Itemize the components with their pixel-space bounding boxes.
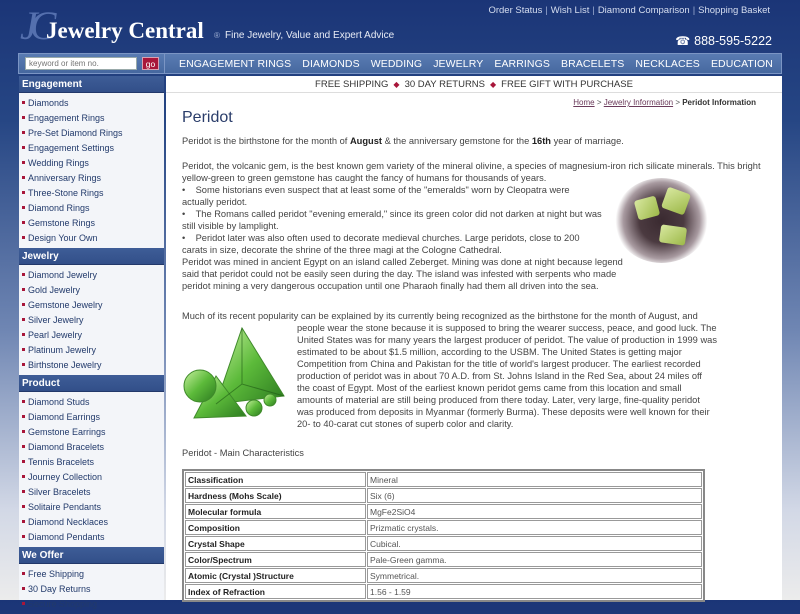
property-value: 1.56 - 1.59 [367,584,702,599]
rough-stone-shape [661,187,691,216]
property-label: Color/Spectrum [185,552,366,567]
property-value: Six (6) [367,488,702,503]
intro-text: & the anniversary gemstone for the [381,136,532,146]
sidebar-heading-product: Product [19,375,164,392]
property-value: Mineral [367,472,702,487]
sidebar-item-diamond-rings[interactable]: Diamond Rings [19,201,164,216]
main-nav-bar [18,53,782,74]
sidebar-list-jewelry [19,265,164,375]
sidebar-item-free-shipping[interactable]: Free Shipping [19,567,164,582]
sidebar-item-anniversary-rings[interactable]: Anniversary Rings [19,171,164,186]
tagline: Fine Jewelry, Value and Expert Advice [225,30,395,41]
sidebar-item-diamond-necklaces[interactable]: Diamond Necklaces [19,515,164,530]
sidebar-item-gemstone-rings[interactable]: Gemstone Rings [19,216,164,231]
sidebar-item-solitaire-pendants[interactable]: Solitaire Pendants [19,500,164,515]
property-label: Molecular formula [185,504,366,519]
sidebar-item-pre-set-diamond-rings[interactable]: Pre-Set Diamond Rings [19,126,164,141]
intro-text: year of marriage. [550,136,624,146]
sidebar-item-diamond-jewelry[interactable]: Diamond Jewelry [19,268,164,283]
sidebar-list-product [19,392,164,547]
sidebar-heading-we-offer: We Offer [19,547,164,564]
property-label: Hardness (Mohs Scale) [185,488,366,503]
sidebar-list-engagement [19,93,164,248]
sidebar-item-gemstone-earrings[interactable]: Gemstone Earrings [19,425,164,440]
intro-anniversary: 16th [531,136,551,146]
property-label: Atomic (Crystal )Structure [185,568,366,583]
sidebar-item-engagement-settings[interactable]: Engagement Settings [19,141,164,156]
nav-diamonds[interactable]: DIAMONDS [302,57,360,70]
sidebar-item-secure-shopping[interactable]: Secure Shopping [19,597,164,612]
nav-wedding[interactable]: WEDDING [370,57,423,70]
intro-month: August [349,136,382,146]
bullet-item: • Some historians even suspect that at least some of the "emeralds" worn by Cleopatra were actually peridot. [182,185,570,207]
table-row [185,472,702,487]
sidebar-item-30-day-returns[interactable]: 30 Day Returns [19,582,164,597]
sidebar-item-gemstone-jewelry[interactable]: Gemstone Jewelry [19,298,164,313]
bullet-item: • The Romans called peridot "evening emerald," since its green color did not darken at night but was still visible by lamplight. [182,209,602,231]
sidebar-list-we-offer [19,564,164,614]
property-value: Cubical. [367,536,702,551]
breadcrumb-home[interactable]: Home [573,98,595,107]
sidebar-item-three-stone-rings[interactable]: Three-Stone Rings [19,186,164,201]
phone-text: 888-595-5222 [694,34,772,48]
utility-links [488,5,770,16]
property-value: Prizmatic crystals. [367,520,702,535]
search-go-button[interactable]: go [142,57,159,70]
separator: | [592,5,595,16]
promo-free-gift: FREE GIFT WITH PURCHASE [501,79,633,90]
page-title: Peridot [182,109,233,126]
logo-name: Jewelry Central [46,18,204,43]
olivine-paragraph: Peridot, the volcanic gem, is the best known gem variety of the mineral olivine, a species of magnesium-iron rich silicate minerals. This bright yellow-green to green gemstone has caught the fancy of humans for thousands of years. [182,161,761,183]
intro-paragraph [182,135,762,147]
order-status-link[interactable]: Order Status [488,5,543,16]
table-row [185,520,702,535]
popularity-first-line: Much of its recent popularity can be explained by its currently being recognized as the birthstone for the month of August, and [182,311,698,321]
wish-list-link[interactable]: Wish List [550,5,590,16]
site-header [0,0,800,52]
property-label: Composition [185,520,366,535]
table-row [185,552,702,567]
breadcrumb [573,98,756,107]
nav-bracelets[interactable]: BRACELETS [561,57,625,70]
description-block [182,160,761,292]
breadcrumb-separator: > [673,98,683,107]
property-label: Classification [185,472,366,487]
nav-engagement-rings[interactable]: ENGAGEMENT RINGS [179,57,292,70]
nav-jewelry[interactable]: JEWELRY [433,57,484,70]
sidebar-item-diamond-earrings[interactable]: Diamond Earrings [19,410,164,425]
diamond-bullet-icon: ◆ [393,80,400,89]
property-label: Crystal Shape [185,536,366,551]
main-nav [165,58,781,70]
sidebar-item-silver-jewelry[interactable]: Silver Jewelry [19,313,164,328]
breadcrumb-current: Peridot Information [682,98,756,107]
breadcrumb-separator: > [594,98,604,107]
sidebar-item-gold-jewelry[interactable]: Gold Jewelry [19,283,164,298]
search-input[interactable] [25,57,137,70]
table-row [185,488,702,503]
sidebar-item-diamond-studs[interactable]: Diamond Studs [19,395,164,410]
property-value: Symmetrical. [367,568,702,583]
table-row [185,536,702,551]
phone-number [675,34,772,48]
registered-mark: ® [214,31,220,40]
sidebar-item-platinum-jewelry[interactable]: Platinum Jewelry [19,343,164,358]
separator: | [692,5,696,16]
sidebar-item-wedding-rings[interactable]: Wedding Rings [19,156,164,171]
sidebar [19,76,164,609]
property-value: MgFe2SiO4 [367,504,702,519]
cut-peridot-image [180,324,290,422]
bullet-text: Peridot later was also often used to decorate medieval churches. Large peridots, close to 200 carats in size, decorate the shrine of the three magi at the Cologne Cathedral. [182,233,580,255]
sidebar-heading-engagement: Engagement [19,76,164,93]
characteristics-table [182,469,705,602]
nav-necklaces[interactable]: NECKLACES [635,57,700,70]
bullet-item: • Peridot later was also often used to decorate medieval churches. Large peridots, close to 200 carats in size, decorate the shrine of the three magi at the Cologne Cathedral. [182,233,580,255]
rough-peridot-image [614,178,709,263]
breadcrumb-jewelry-information[interactable]: Jewelry Information [603,98,674,107]
nav-education[interactable]: EDUCATION [710,57,773,70]
property-label: Index of Refraction [185,584,366,599]
sidebar-heading-jewelry: Jewelry [19,248,164,265]
rough-stone-shape [634,195,660,220]
main-content [166,76,782,600]
table-row [185,568,702,583]
promo-30-day-returns: 30 DAY RETURNS [404,79,485,90]
bullet-text: Some historians even suspect that at least some of the "emeralds" worn by Cleopatra were actually peridot. [182,185,570,207]
separator: | [545,5,548,16]
characteristics-title: Peridot - Main Characteristics [182,448,304,458]
promo-banner [166,76,782,93]
sidebar-item-pearl-jewelry[interactable]: Pearl Jewelry [19,328,164,343]
sidebar-item-design-your-own[interactable]: Design Your Own [19,231,164,246]
popularity-paragraph: people wear the stone because it is supposed to bring the wearer success, peace, and good luck. The United States was for many years the largest producer of peridot. The value of production in 1999 was estimated to be about $1.5 million, according to the USBM. The United States is getting major Competition from China and Pakistan for the title of world's largest producer. The earliest recorded production of peridot was in about 70 A.D. from St. Johns Island in the Red Sea, about 24 miles off the coast of Egypt. Most of the earliest known peridot gems came from this location and small amounts of material are still being produced from there today. Later, very large, fine-quality peridot was produced from deposits in Myanmar (formerly Burma). These deposits were well known for their 20- to 40-carat cut stones of superb color and clarity. [297,323,717,429]
rough-stone-shape [659,224,687,245]
egypt-paragraph: Peridot was mined in ancient Egypt on an island called Zeberget. Mining was done at night because legend said that peridot could not be easily seen during the day. The island was infested with serpents who made peridot mining a very dangerous occupation until one Pharaoh finally had them all driven into the sea. [182,257,623,291]
shopping-basket-link[interactable]: Shopping Basket [698,5,770,16]
phone-icon: ☎ [675,34,691,48]
logo-monogram: JC [20,3,49,48]
sidebar-item-birthstone-jewelry[interactable]: Birthstone Jewelry [19,358,164,373]
search-box [19,53,165,74]
intro-text: Peridot is the birthstone for the month of [182,136,350,146]
sidebar-item-engagement-rings[interactable]: Engagement Rings [19,111,164,126]
bullet-text: The Romans called peridot "evening emerald," since its green color did not darken at night but was still visible by lamplight. [182,209,602,231]
sidebar-item-diamond-pendants[interactable]: Diamond Pendants [19,530,164,545]
sidebar-item-journey-collection[interactable]: Journey Collection [19,470,164,485]
sidebar-item-diamond-bracelets[interactable]: Diamond Bracelets [19,440,164,455]
promo-free-shipping: FREE SHIPPING [315,79,389,90]
nav-earrings[interactable]: EARRINGS [494,57,550,70]
sidebar-item-tennis-bracelets[interactable]: Tennis Bracelets [19,455,164,470]
table-row [185,584,702,599]
diamond-comparison-link[interactable]: Diamond Comparison [597,5,690,16]
sidebar-item-silver-bracelets[interactable]: Silver Bracelets [19,485,164,500]
sidebar-item-diamonds[interactable]: Diamonds [19,96,164,111]
diamond-bullet-icon: ◆ [490,80,497,89]
property-value: Pale-Green gamma. [367,552,702,567]
table-row [185,504,702,519]
